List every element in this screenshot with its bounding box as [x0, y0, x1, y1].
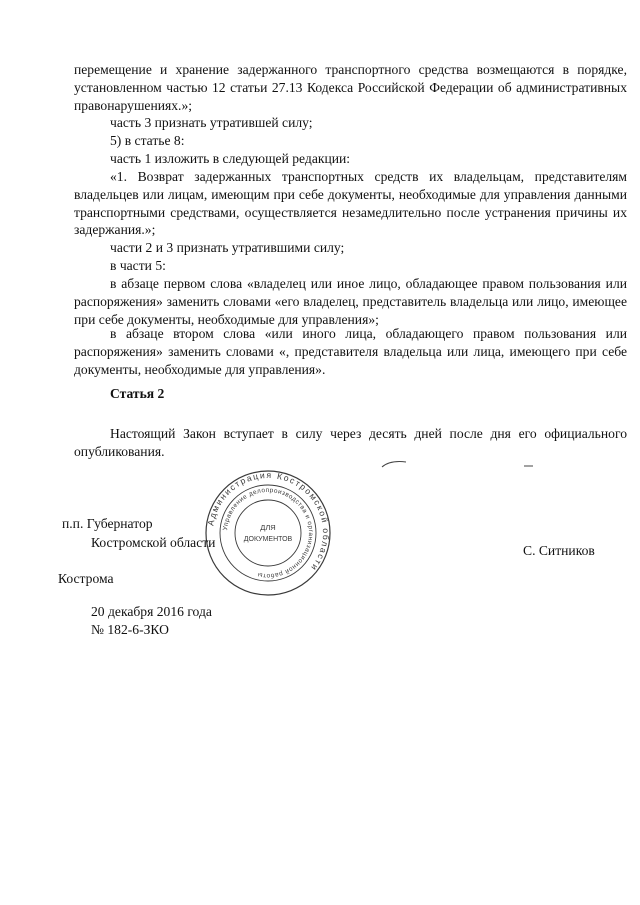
article-2-heading: Статья 2: [110, 386, 165, 401]
stamp-inner-text: Управление делопроизводства и организационной работы: [222, 486, 315, 580]
paragraph-first-clause: в абзаце первом слова «владелец или иное лицо, обладающее правом пользования или распоряжения» заменить словами «его владелец, представитель владельца или лицо, имеющее при себе документы, необходимые для управления»;: [74, 276, 627, 327]
paragraph-article8: 5) в статье 8:: [110, 133, 185, 148]
paragraph-part5: в части 5:: [110, 258, 166, 273]
article-2-text: Настоящий Закон вступает в силу через десять дней после дня его официального опубликования.: [74, 426, 627, 459]
pen-mark: [380, 458, 410, 470]
paragraph-part1-new-edition: часть 1 изложить в следующей редакции:: [110, 151, 351, 166]
signatory-region: Костромской области: [91, 535, 216, 550]
signing-date: 20 декабря 2016 года: [91, 604, 212, 619]
stamp-center-line1: ДЛЯ: [260, 523, 276, 532]
signatory-name: С. Ситников: [523, 543, 595, 558]
paragraph-cost-recovery: перемещение и хранение задержанного транспортного средства возмещаются в порядке, установленном частью 12 статьи 27.13 Кодекса Российской Федерации об административных правонарушениях.»;: [74, 62, 627, 113]
pen-mark: [522, 463, 536, 469]
law-number: № 182-6-ЗКО: [91, 622, 169, 637]
stamp-outer-text: Администрация Костромской области: [205, 469, 332, 574]
official-stamp: [203, 468, 333, 598]
paragraph-vehicle-return: «1. Возврат задержанных транспортных средств их владельцам, представителям владельцев или лицам, имеющим при себе документы, необходимые для управления данными транспортными средствами, осуществляется незамедлительно после устранения причины их задержания.»;: [74, 169, 627, 238]
paragraph-second-clause: в абзаце втором слова «или иного лица, обладающего правом пользования или распоряжения» заменить словами «, представителя владельца или лица, имеющего при себе документы, необходимые для управления».: [74, 326, 627, 377]
paragraph-parts2-3-void: части 2 и 3 признать утратившими силу;: [110, 240, 345, 255]
signatory-position: п.п. Губернатор: [62, 516, 153, 531]
paragraph-part3-void: часть 3 признать утратившей силу;: [110, 115, 313, 130]
stamp-center-line2: ДОКУМЕНТОВ: [243, 536, 293, 543]
place-of-signing: Кострома: [58, 571, 114, 586]
